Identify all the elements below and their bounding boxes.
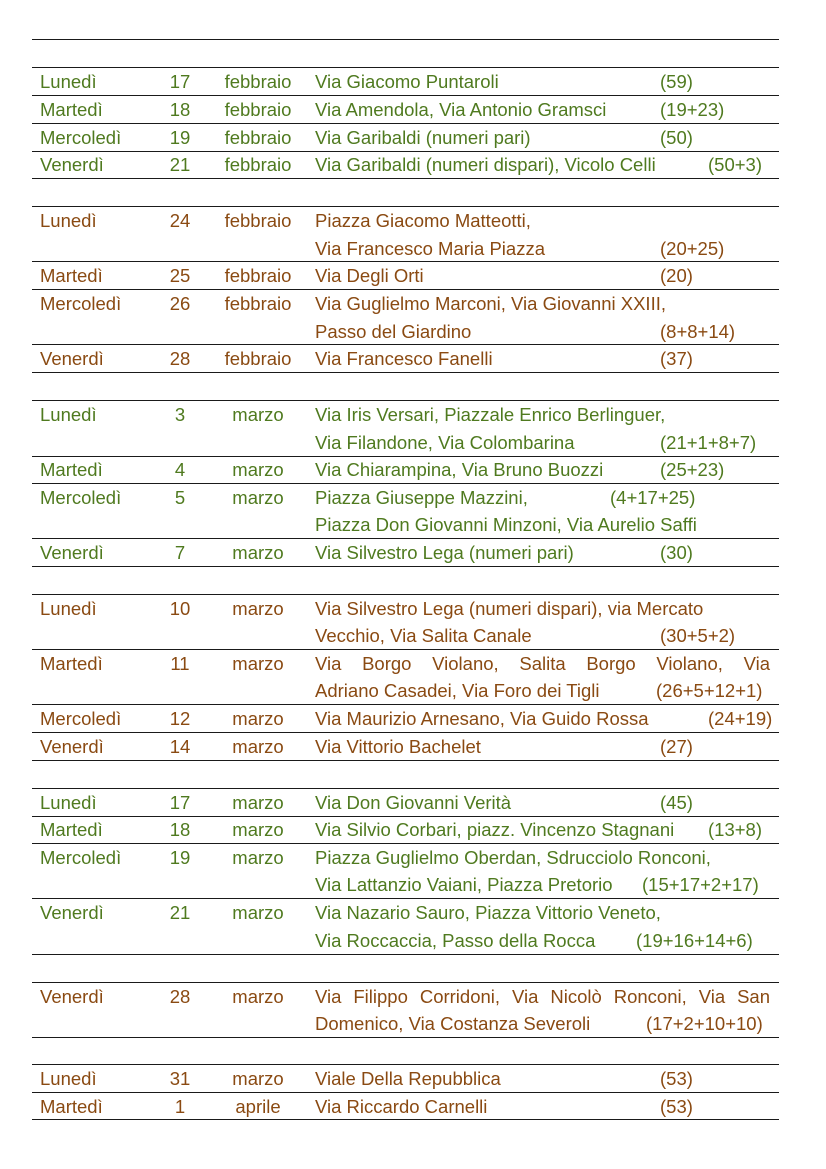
month: marzo [232, 459, 284, 480]
day-number: 24 [169, 210, 191, 231]
divider [32, 954, 779, 955]
day-number: 21 [169, 902, 191, 923]
day-name: Lunedì [40, 404, 97, 425]
day-number: 1 [174, 1096, 186, 1117]
streets: Via Degli Orti [315, 265, 424, 286]
day-number: 19 [169, 847, 191, 868]
day-number: 26 [169, 293, 191, 314]
month: marzo [232, 598, 284, 619]
streets-line-1: Via Guglielmo Marconi, Via Giovanni XXIII, [315, 293, 666, 314]
divider [32, 39, 779, 40]
streets: Via Riccardo Carnelli [315, 1096, 488, 1117]
streets-line-2: Via Filandone, Via Colombarina [315, 432, 575, 453]
day-name: Mercoledì [40, 127, 122, 148]
month: febbraio [224, 210, 292, 231]
month: marzo [232, 736, 284, 757]
streets-line-2: Via Lattanzio Vaiani, Piazza Pretorio [315, 874, 613, 895]
count: (15+17+2+17) [642, 874, 759, 895]
month: febbraio [224, 127, 292, 148]
streets-line-1: Via Filippo Corridoni, Via Nicolò Ronconi, Via San [315, 986, 770, 1007]
streets-line-2: Domenico, Via Costanza Severoli [315, 1013, 591, 1034]
day-name: Venerdì [40, 542, 104, 563]
day-number: 12 [169, 708, 191, 729]
count: (19+23) [660, 99, 725, 120]
day-number: 17 [169, 792, 191, 813]
streets-line-1: Via Silvestro Lega (numeri dispari), via Mercato [315, 598, 704, 619]
count: (59) [660, 71, 693, 92]
day-number: 19 [169, 127, 191, 148]
count: (53) [660, 1068, 693, 1089]
day-number: 28 [169, 986, 191, 1007]
day-number: 18 [169, 99, 191, 120]
day-name: Mercoledì [40, 847, 122, 868]
divider [32, 1037, 779, 1038]
month: marzo [232, 542, 284, 563]
month: marzo [232, 819, 284, 840]
day-name: Lunedì [40, 1068, 97, 1089]
day-name: Mercoledì [40, 487, 122, 508]
streets: Via Maurizio Arnesano, Via Guido Rossa [315, 708, 649, 729]
day-number: 5 [174, 487, 186, 508]
count: (30) [660, 542, 693, 563]
day-number: 18 [169, 819, 191, 840]
count: (25+23) [660, 459, 725, 480]
day-number: 4 [174, 459, 186, 480]
month: febbraio [224, 154, 292, 175]
streets: Via Giacomo Puntaroli [315, 71, 499, 92]
count: (45) [660, 792, 693, 813]
streets-line-2: Via Roccaccia, Passo della Rocca [315, 930, 596, 951]
day-name: Martedì [40, 99, 103, 120]
count: (50+3) [708, 154, 762, 175]
day-number: 7 [174, 542, 186, 563]
day-name: Lunedì [40, 210, 97, 231]
divider [32, 760, 779, 761]
day-name: Lunedì [40, 792, 97, 813]
streets-line-2: Adriano Casadei, Via Foro dei Tigli [315, 680, 600, 701]
day-number: 11 [170, 653, 190, 674]
streets: Via Francesco Fanelli [315, 348, 493, 369]
month: marzo [232, 404, 284, 425]
day-number: 14 [169, 736, 191, 757]
count: (53) [660, 1096, 693, 1117]
day-name: Martedì [40, 819, 103, 840]
streets-line-1: Piazza Giacomo Matteotti, [315, 210, 531, 231]
day-name: Mercoledì [40, 708, 122, 729]
streets: Via Chiarampina, Via Bruno Buozzi [315, 459, 604, 480]
count: (21+1+8+7) [660, 432, 757, 453]
divider [32, 566, 779, 567]
streets: Via Don Giovanni Verità [315, 792, 512, 813]
day-number: 10 [169, 598, 191, 619]
month: febbraio [224, 293, 292, 314]
day-number: 25 [169, 265, 191, 286]
streets: Via Amendola, Via Antonio Gramsci [315, 99, 607, 120]
count: (27) [660, 736, 693, 757]
streets-line-2: Via Francesco Maria Piazza [315, 238, 545, 259]
month: febbraio [224, 99, 292, 120]
day-name: Venerdì [40, 736, 104, 757]
day-name: Lunedì [40, 71, 97, 92]
month: febbraio [224, 348, 292, 369]
day-name: Venerdì [40, 348, 104, 369]
month: marzo [232, 487, 284, 508]
day-name: Martedì [40, 459, 103, 480]
streets: Via Garibaldi (numeri pari) [315, 127, 531, 148]
streets-line-1: Via Borgo Violano, Salita Borgo Violano, Via [315, 653, 770, 674]
day-number: 21 [169, 154, 191, 175]
month: marzo [232, 986, 284, 1007]
month: marzo [232, 902, 284, 923]
month: aprile [235, 1096, 281, 1117]
count: (30+5+2) [660, 625, 736, 646]
streets-line-1: Via Iris Versari, Piazzale Enrico Berlinguer, [315, 404, 666, 425]
month: marzo [232, 847, 284, 868]
streets: Via Silvestro Lega (numeri pari) [315, 542, 574, 563]
day-number: 31 [169, 1068, 191, 1089]
month: febbraio [224, 265, 292, 286]
month: febbraio [224, 71, 292, 92]
streets: Via Garibaldi (numeri dispari), Vicolo Celli [315, 154, 656, 175]
day-number: 3 [174, 404, 186, 425]
count: (37) [660, 348, 693, 369]
streets-line-2: Vecchio, Via Salita Canale [315, 625, 532, 646]
day-name: Venerdì [40, 902, 104, 923]
month: marzo [232, 653, 284, 674]
day-name: Venerdì [40, 986, 104, 1007]
streets-line-1: Via Nazario Sauro, Piazza Vittorio Veneto, [315, 902, 661, 923]
day-name: Mercoledì [40, 293, 122, 314]
count: (4+17+25) [610, 487, 696, 508]
count: (26+5+12+1) [656, 680, 763, 701]
count: (20) [660, 265, 693, 286]
day-name: Lunedì [40, 598, 97, 619]
streets-line-2: Piazza Don Giovanni Minzoni, Via Aurelio Saffi [315, 514, 697, 535]
count: (20+25) [660, 238, 725, 259]
streets-line-2: Passo del Giardino [315, 321, 472, 342]
divider [32, 178, 779, 179]
day-number: 28 [169, 348, 191, 369]
day-number: 17 [169, 71, 191, 92]
count: (19+16+14+6) [636, 930, 753, 951]
streets: Via Silvio Corbari, piazz. Vincenzo Stagnani [315, 819, 675, 840]
divider [32, 372, 779, 373]
count: (50) [660, 127, 693, 148]
streets: Via Vittorio Bachelet [315, 736, 481, 757]
streets-line-1: Piazza Giuseppe Mazzini, [315, 487, 528, 508]
month: marzo [232, 708, 284, 729]
count: (17+2+10+10) [646, 1013, 763, 1034]
day-name: Martedì [40, 265, 103, 286]
streets: Viale Della Repubblica [315, 1068, 501, 1089]
day-name: Martedì [40, 1096, 103, 1117]
streets-line-1: Piazza Guglielmo Oberdan, Sdrucciolo Ronconi, [315, 847, 711, 868]
day-name: Martedì [40, 653, 103, 674]
count: (8+8+14) [660, 321, 736, 342]
month: marzo [232, 1068, 284, 1089]
count: (13+8) [708, 819, 762, 840]
month: marzo [232, 792, 284, 813]
day-name: Venerdì [40, 154, 104, 175]
count: (24+19) [708, 708, 773, 729]
